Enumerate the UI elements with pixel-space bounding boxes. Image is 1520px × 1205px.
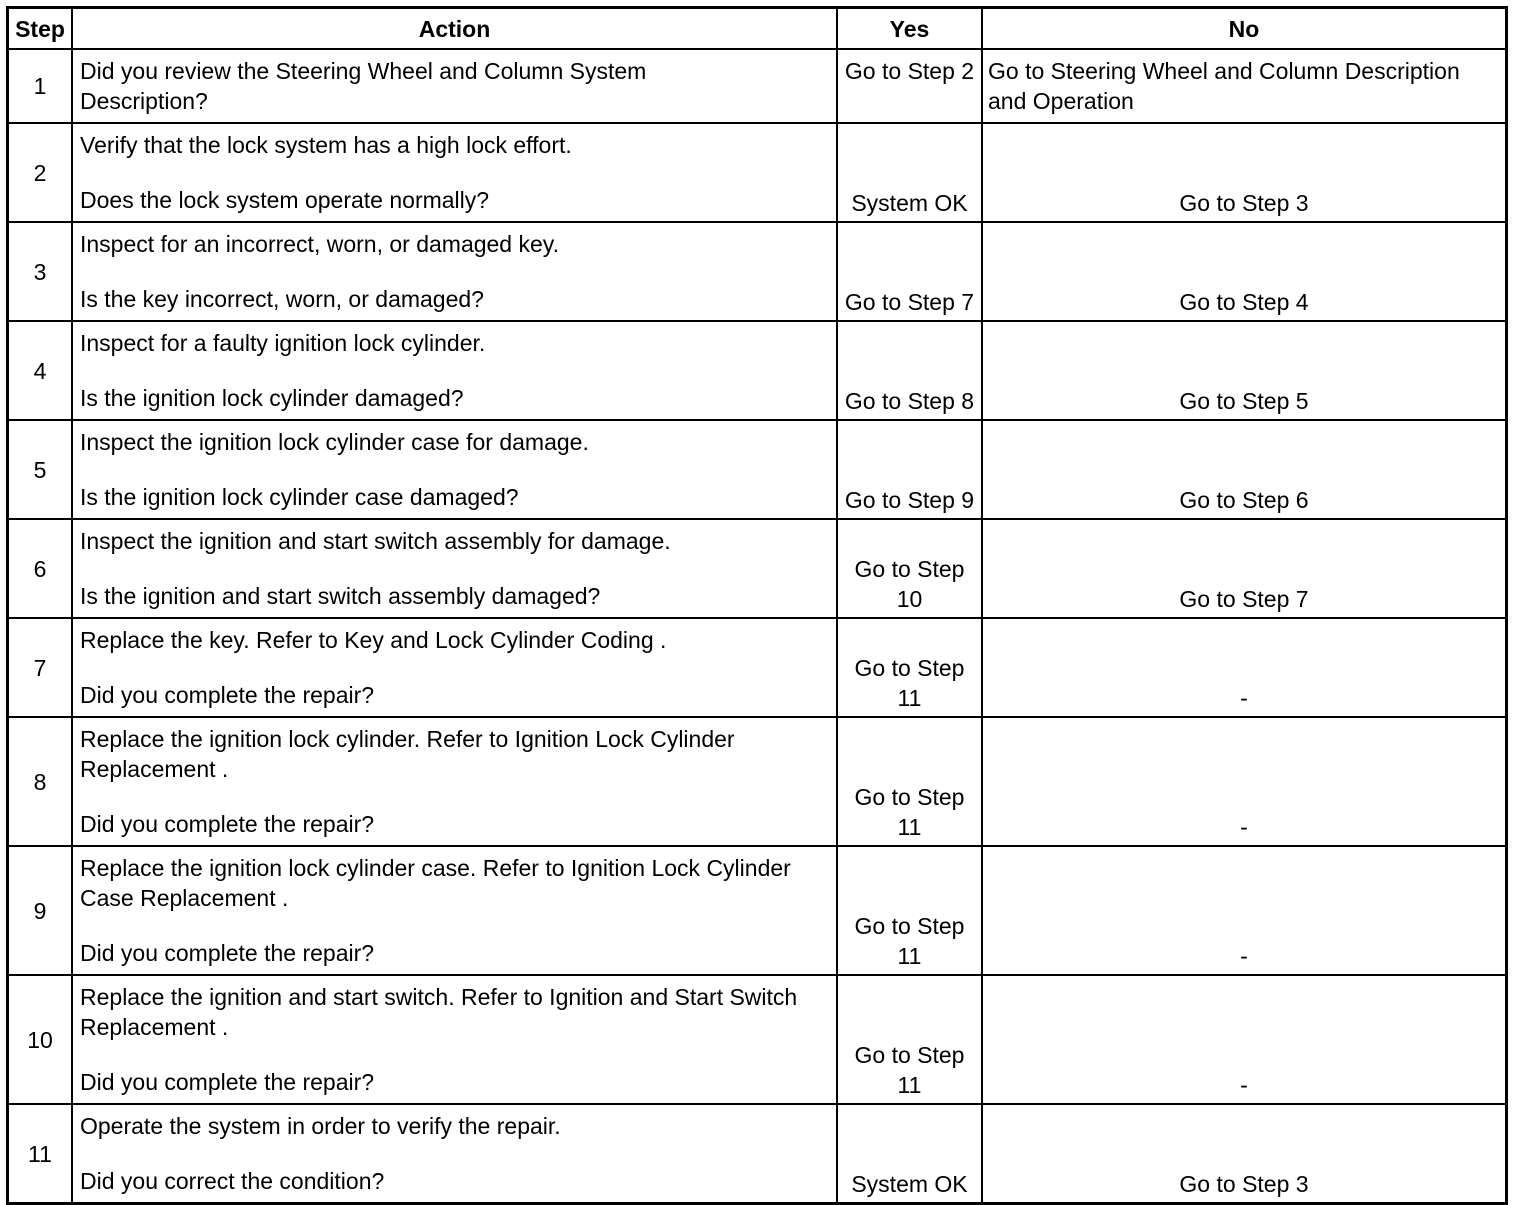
no-result: Go to Step 3 xyxy=(1179,190,1309,216)
action-cell xyxy=(72,846,837,975)
no-result: Go to Step 3 xyxy=(1179,1171,1309,1197)
yes-cell xyxy=(837,975,982,1104)
no-result: Go to Step 5 xyxy=(1179,388,1309,414)
action-cell xyxy=(72,321,837,420)
no-result: Go to Step 7 xyxy=(1179,586,1309,612)
yes-cell xyxy=(837,49,982,123)
yes-result: Go to Step 8 xyxy=(844,388,975,414)
table-header-row xyxy=(9,9,1505,49)
yes-result: Go to Step 11 xyxy=(854,655,965,711)
table-row xyxy=(9,49,1505,123)
header-no: No xyxy=(982,9,1505,49)
action-text: Replace the key. Refer to Key and Lock Cylinder Coding . xyxy=(80,627,667,653)
yes-result: Go to Step 11 xyxy=(854,913,965,969)
action-text: Did you review the Steering Wheel and Column System Description? xyxy=(80,58,647,114)
no-cell xyxy=(982,420,1505,519)
no-cell xyxy=(982,321,1505,420)
no-cell xyxy=(982,1104,1505,1202)
header-yes: Yes xyxy=(837,9,982,49)
action-cell xyxy=(72,1104,837,1202)
question-text: Did you complete the repair? xyxy=(80,811,375,837)
action-cell xyxy=(72,222,837,321)
table-row xyxy=(9,123,1505,222)
no-cell xyxy=(982,717,1505,846)
action-text: Replace the ignition and start switch. Refer to Ignition and Start Switch Replacement . xyxy=(80,984,798,1040)
yes-cell xyxy=(837,846,982,975)
no-result: Go to Steering Wheel and Column Description and Operation xyxy=(988,58,1460,114)
step-number: 9 xyxy=(9,846,72,975)
yes-result: Go to Step 2 xyxy=(844,58,975,84)
no-cell xyxy=(982,846,1505,975)
action-cell xyxy=(72,123,837,222)
no-cell xyxy=(982,49,1505,123)
question-text: Is the ignition lock cylinder damaged? xyxy=(80,385,464,411)
action-cell xyxy=(72,519,837,618)
step-number: 10 xyxy=(9,975,72,1104)
yes-result: Go to Step 11 xyxy=(854,1042,965,1098)
question-text: Did you complete the repair? xyxy=(80,682,375,708)
action-text: Inspect the ignition and start switch assembly for damage. xyxy=(80,528,671,554)
yes-cell xyxy=(837,123,982,222)
step-number: 7 xyxy=(9,618,72,717)
question-text: Is the ignition lock cylinder case damaged? xyxy=(80,484,519,510)
action-cell xyxy=(72,49,837,123)
no-result: Go to Step 4 xyxy=(1179,289,1309,315)
action-cell xyxy=(72,420,837,519)
action-text: Operate the system in order to verify the repair. xyxy=(80,1113,561,1139)
yes-cell xyxy=(837,618,982,717)
yes-cell xyxy=(837,420,982,519)
step-number: 5 xyxy=(9,420,72,519)
action-text: Replace the ignition lock cylinder case. Refer to Ignition Lock Cylinder Case Replacement . xyxy=(80,855,791,911)
question-text: Did you correct the condition? xyxy=(80,1168,385,1194)
table-row xyxy=(9,519,1505,618)
question-text: Is the key incorrect, worn, or damaged? xyxy=(80,286,484,312)
question-text: Does the lock system operate normally? xyxy=(80,187,490,213)
yes-cell xyxy=(837,717,982,846)
yes-result: Go to Step 9 xyxy=(844,487,975,513)
yes-result: System OK xyxy=(851,1171,968,1197)
yes-result: System OK xyxy=(851,190,968,216)
step-number: 6 xyxy=(9,519,72,618)
question-text: Is the ignition and start switch assembly damaged? xyxy=(80,583,601,609)
no-result: Go to Step 6 xyxy=(1179,487,1309,513)
diagnostic-table xyxy=(9,9,1505,1202)
step-number: 4 xyxy=(9,321,72,420)
step-number: 11 xyxy=(9,1104,72,1202)
step-number: 1 xyxy=(9,49,72,123)
no-cell xyxy=(982,123,1505,222)
action-cell xyxy=(72,975,837,1104)
table-row xyxy=(9,717,1505,846)
no-cell xyxy=(982,975,1505,1104)
step-number: 3 xyxy=(9,222,72,321)
no-cell xyxy=(982,618,1505,717)
question-text: Did you complete the repair? xyxy=(80,940,375,966)
action-text: Replace the ignition lock cylinder. Refer to Ignition Lock Cylinder Replacement . xyxy=(80,726,735,782)
no-cell xyxy=(982,519,1505,618)
action-text: Inspect for an incorrect, worn, or damaged key. xyxy=(80,231,559,257)
step-number: 8 xyxy=(9,717,72,846)
yes-cell xyxy=(837,1104,982,1202)
table-row xyxy=(9,1104,1505,1202)
header-action: Action xyxy=(72,9,837,49)
no-result: - xyxy=(1240,1072,1248,1098)
table-row xyxy=(9,222,1505,321)
header-step: Step xyxy=(9,9,72,49)
yes-cell xyxy=(837,321,982,420)
action-text: Inspect the ignition lock cylinder case for damage. xyxy=(80,429,589,455)
table-row xyxy=(9,321,1505,420)
action-text: Verify that the lock system has a high lock effort. xyxy=(80,132,572,158)
diagnostic-table-container xyxy=(6,6,1508,1205)
yes-result: Go to Step 11 xyxy=(854,784,965,840)
action-text: Inspect for a faulty ignition lock cylinder. xyxy=(80,330,486,356)
no-result: - xyxy=(1240,943,1248,969)
table-row xyxy=(9,846,1505,975)
action-cell xyxy=(72,618,837,717)
yes-result: Go to Step 10 xyxy=(854,556,965,612)
table-row xyxy=(9,618,1505,717)
yes-cell xyxy=(837,519,982,618)
question-text: Did you complete the repair? xyxy=(80,1069,375,1095)
no-result: - xyxy=(1240,814,1248,840)
action-cell xyxy=(72,717,837,846)
table-row xyxy=(9,975,1505,1104)
table-row xyxy=(9,420,1505,519)
yes-result: Go to Step 7 xyxy=(844,289,975,315)
yes-cell xyxy=(837,222,982,321)
no-cell xyxy=(982,222,1505,321)
step-number: 2 xyxy=(9,123,72,222)
no-result: - xyxy=(1240,685,1248,711)
